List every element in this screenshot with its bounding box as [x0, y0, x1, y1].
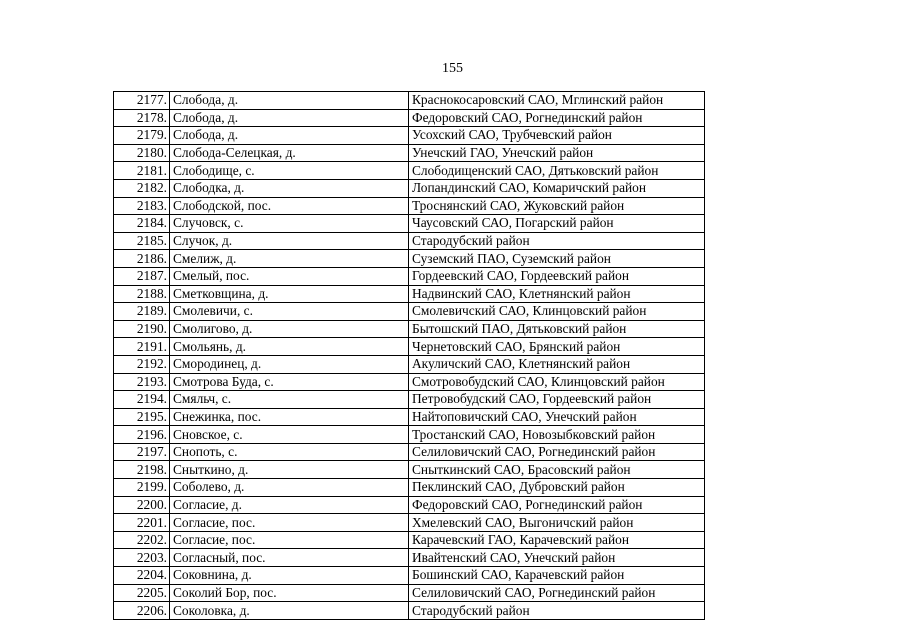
settlement-district: Селиловичский САО, Рогнединский район — [409, 443, 705, 461]
settlement-name: Смолигово, д. — [170, 320, 409, 338]
table-body — [114, 92, 705, 620]
settlement-district: Найтоповичский САО, Унечский район — [409, 408, 705, 426]
table-row — [114, 426, 705, 444]
settlement-name: Смелиж, д. — [170, 250, 409, 268]
settlement-name: Соковнина, д. — [170, 567, 409, 585]
row-number: 2195. — [114, 408, 170, 426]
table-row — [114, 391, 705, 409]
table-row — [114, 602, 705, 620]
settlement-name: Снежинка, пос. — [170, 408, 409, 426]
row-number: 2192. — [114, 355, 170, 373]
table-row — [114, 267, 705, 285]
row-number: 2183. — [114, 197, 170, 215]
settlement-name: Согласие, пос. — [170, 531, 409, 549]
table-row — [114, 584, 705, 602]
settlement-district: Слободищенский САО, Дятьковский район — [409, 162, 705, 180]
row-number: 2191. — [114, 338, 170, 356]
settlement-district: Троснянский САО, Жуковский район — [409, 197, 705, 215]
settlement-name: Слободище, с. — [170, 162, 409, 180]
settlement-district: Надвинский САО, Клетнянский район — [409, 285, 705, 303]
settlement-name: Смольянь, д. — [170, 338, 409, 356]
settlement-name: Случок, д. — [170, 232, 409, 250]
settlement-district: Тростанский САО, Новозыбковский район — [409, 426, 705, 444]
settlement-name: Согласный, пос. — [170, 549, 409, 567]
table-row — [114, 567, 705, 585]
row-number: 2187. — [114, 267, 170, 285]
row-number: 2205. — [114, 584, 170, 602]
row-number: 2198. — [114, 461, 170, 479]
settlement-name: Слобода, д. — [170, 127, 409, 145]
row-number: 2185. — [114, 232, 170, 250]
settlement-district: Чернетовский САО, Брянский район — [409, 338, 705, 356]
settlement-district: Смотровобудский САО, Клинцовский район — [409, 373, 705, 391]
settlement-name: Согласие, пос. — [170, 514, 409, 532]
row-number: 2204. — [114, 567, 170, 585]
table-row — [114, 320, 705, 338]
settlement-district: Стародубский район — [409, 602, 705, 620]
settlement-name: Слобода, д. — [170, 92, 409, 110]
settlement-district: Селиловичский САО, Рогнединский район — [409, 584, 705, 602]
row-number: 2206. — [114, 602, 170, 620]
settlement-name: Смородинец, д. — [170, 355, 409, 373]
row-number: 2186. — [114, 250, 170, 268]
table-row — [114, 443, 705, 461]
table-row — [114, 355, 705, 373]
settlement-district: Суземский ПАО, Суземский район — [409, 250, 705, 268]
settlement-district: Петровобудский САО, Гордеевский район — [409, 391, 705, 409]
row-number: 2201. — [114, 514, 170, 532]
settlement-name: Сновское, с. — [170, 426, 409, 444]
table-row — [114, 92, 705, 110]
settlement-name: Соколий Бор, пос. — [170, 584, 409, 602]
settlement-name: Слободской, пос. — [170, 197, 409, 215]
row-number: 2178. — [114, 109, 170, 127]
row-number: 2194. — [114, 391, 170, 409]
row-number: 2184. — [114, 215, 170, 233]
table-row — [114, 303, 705, 321]
page-number: 155 — [442, 61, 463, 76]
settlement-district: Пеклинский САО, Дубровский район — [409, 479, 705, 497]
table-row — [114, 338, 705, 356]
settlement-district: Смолевичский САО, Клинцовский район — [409, 303, 705, 321]
table-row — [114, 197, 705, 215]
table-row — [114, 285, 705, 303]
table-row — [114, 373, 705, 391]
settlement-name: Смолевичи, с. — [170, 303, 409, 321]
settlement-name: Соколовка, д. — [170, 602, 409, 620]
settlement-district: Краснокосаровский САО, Мглинский район — [409, 92, 705, 110]
table-row — [114, 531, 705, 549]
table-row — [114, 514, 705, 532]
settlement-district: Карачевский ГАО, Карачевский район — [409, 531, 705, 549]
row-number: 2200. — [114, 496, 170, 514]
settlement-district: Бошинский САО, Карачевский район — [409, 567, 705, 585]
table-row — [114, 549, 705, 567]
row-number: 2196. — [114, 426, 170, 444]
table-row — [114, 461, 705, 479]
settlement-district: Лопандинский САО, Комаричский район — [409, 179, 705, 197]
table-row — [114, 479, 705, 497]
settlement-name: Смотрова Буда, с. — [170, 373, 409, 391]
row-number: 2202. — [114, 531, 170, 549]
settlement-district: Усохский САО, Трубчевский район — [409, 127, 705, 145]
row-number: 2188. — [114, 285, 170, 303]
table-row — [114, 179, 705, 197]
settlement-name: Соболево, д. — [170, 479, 409, 497]
table-row — [114, 109, 705, 127]
settlement-district: Бытошский ПАО, Дятьковский район — [409, 320, 705, 338]
row-number: 2199. — [114, 479, 170, 497]
settlement-name: Смяльч, с. — [170, 391, 409, 409]
table-row — [114, 232, 705, 250]
settlement-name: Случовск, с. — [170, 215, 409, 233]
settlement-district: Гордеевский САО, Гордеевский район — [409, 267, 705, 285]
settlement-name: Слободка, д. — [170, 179, 409, 197]
settlement-district: Федоровский САО, Рогнединский район — [409, 496, 705, 514]
settlement-district: Акуличский САО, Клетнянский район — [409, 355, 705, 373]
settlement-district: Стародубский район — [409, 232, 705, 250]
settlement-district: Ивайтенский САО, Унечский район — [409, 549, 705, 567]
table-row — [114, 250, 705, 268]
row-number: 2179. — [114, 127, 170, 145]
settlement-name: Слобода-Селецкая, д. — [170, 144, 409, 162]
settlements-table — [113, 91, 705, 620]
settlement-name: Смелый, пос. — [170, 267, 409, 285]
row-number: 2181. — [114, 162, 170, 180]
settlement-district: Чаусовский САО, Погарский район — [409, 215, 705, 233]
table-row — [114, 215, 705, 233]
row-number: 2180. — [114, 144, 170, 162]
row-number: 2190. — [114, 320, 170, 338]
settlement-name: Согласие, д. — [170, 496, 409, 514]
settlement-district: Сныткинский САО, Брасовский район — [409, 461, 705, 479]
row-number: 2203. — [114, 549, 170, 567]
table-row — [114, 408, 705, 426]
row-number: 2197. — [114, 443, 170, 461]
settlement-name: Сныткино, д. — [170, 461, 409, 479]
settlement-district: Федоровский САО, Рогнединский район — [409, 109, 705, 127]
row-number: 2193. — [114, 373, 170, 391]
table-row — [114, 127, 705, 145]
settlement-district: Унечский ГАО, Унечский район — [409, 144, 705, 162]
settlement-district: Хмелевский САО, Выгоничский район — [409, 514, 705, 532]
table-row — [114, 162, 705, 180]
table-row — [114, 144, 705, 162]
settlement-name: Сметковщина, д. — [170, 285, 409, 303]
table-row — [114, 496, 705, 514]
settlement-name: Слобода, д. — [170, 109, 409, 127]
row-number: 2177. — [114, 92, 170, 110]
row-number: 2182. — [114, 179, 170, 197]
settlement-name: Снопоть, с. — [170, 443, 409, 461]
row-number: 2189. — [114, 303, 170, 321]
